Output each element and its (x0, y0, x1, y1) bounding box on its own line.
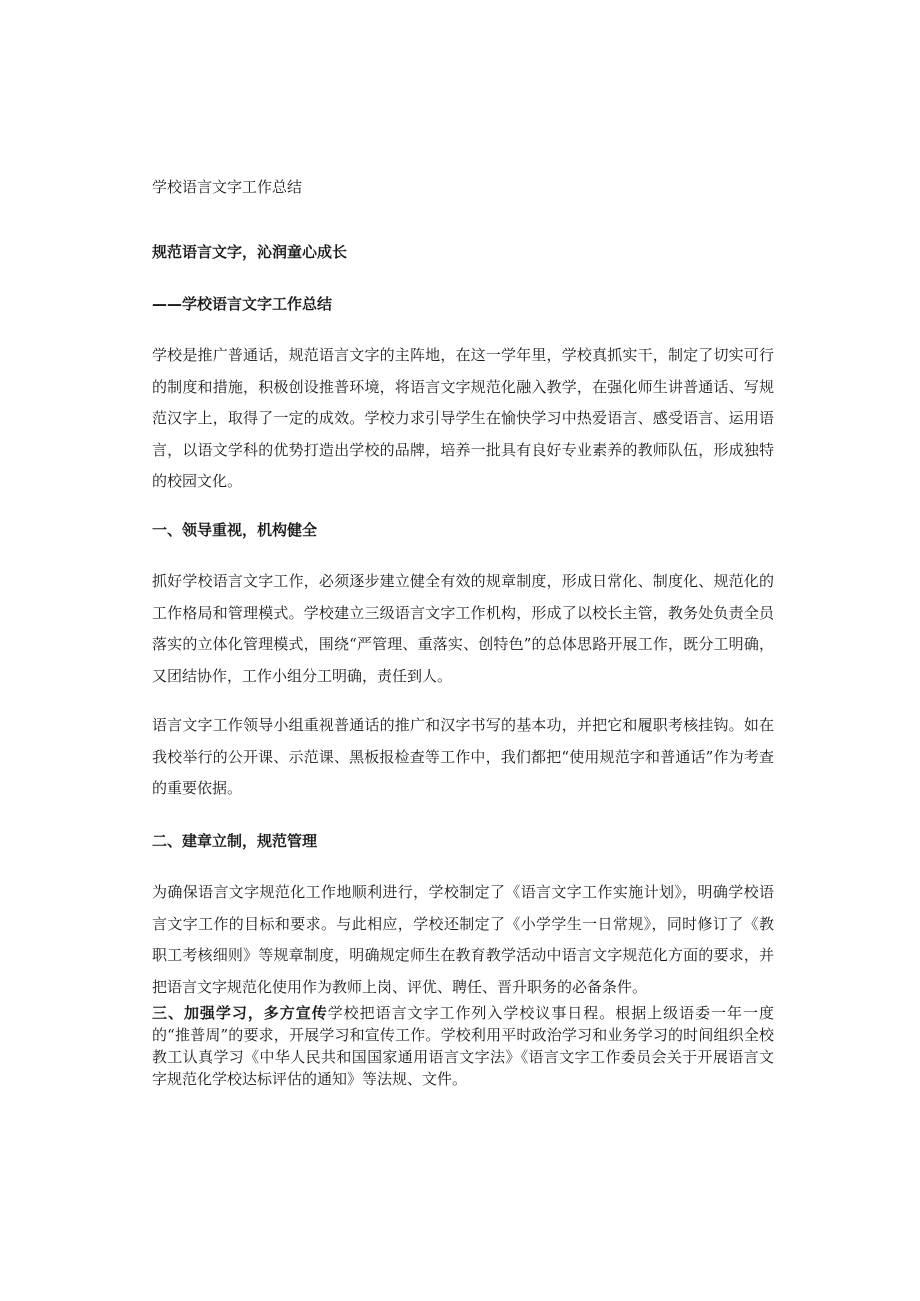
section-3-heading: 三、加强学习，多方宣传 (152, 1004, 328, 1022)
section-1-paragraph-2: 语言文字工作领导小组重视普通话的推广和汉字书写的基本功，并把它和履职考核挂钩。如在我校举行的公开课、示范课、黑板报检查等工作中，我们都把“使用规范字和普通话”作为考查的重要依据。 (152, 716, 774, 798)
section-2-heading: 二、建章立制，规范管理 (152, 832, 318, 850)
section-1-paragraph-1: 抓好学校语言文字工作，必须逐步建立健全有效的规章制度，形成日常化、制度化、规范化的工作格局和管理模式。学校建立三级语言文字工作机构，形成了以校长主管，教务处负责全员落实的立体化管理模式，围绕“严管理、重落实、创特色”的总体思路开展工作，既分工明确，又团结协作，工作小组分工明确，责任到人。 (152, 572, 774, 685)
sub-heading: ——学校语言文字工作总结 (152, 295, 333, 313)
intro-paragraph: 学校是推广普通话，规范语言文字的主阵地，在这一学年里，学校真抓实干，制定了切实可行的制度和措施，积极创设推普环境，将语言文字规范化融入教学，在强化师生讲普通话、写规范汉字上，取得了一定的成效。学校力求引导学生在愉快学习中热爱语言、感受语言、运用语言，以语文学科的优势打造出学校的品牌，培养一批具有良好专业素养的教师队伍，形成独特的校园文化。 (152, 346, 774, 491)
section-3-paragraph-1: 学校把语言文字工作列入学校议事日程。根据上级语委一年一度的“推普周”的要求，开展学习和宣传工作。学校利用平时政治学习和业务学习的时间组织全校教工认真学习《中华人民共和国国家通用语言文字法》《语言文字工作委员会关于开展语言文字规范化学校达标评估的通知》等法规、文件。 (152, 1004, 774, 1088)
section-3-block (152, 1002, 774, 1090)
section-1-heading: 一、领导重视，机构健全 (152, 521, 318, 539)
document-title: 学校语言文字工作总结 (152, 178, 303, 196)
section-2-paragraph-1: 为确保语言文字规范化工作地顺利进行，学校制定了《语言文字工作实施计划》，明确学校语言文字工作的目标和要求。与此相应，学校还制定了《小学学生一日常规》，同时修订了《教职工考核细则》等规章制度，明确规定师生在教育教学活动中语言文字规范化方面的要求，并把语言文字规范化使用作为教师上岗、评优、聘任、晋升职务的必备条件。 (152, 883, 774, 996)
main-heading: 规范语言文字，沁润童心成长 (152, 243, 348, 261)
